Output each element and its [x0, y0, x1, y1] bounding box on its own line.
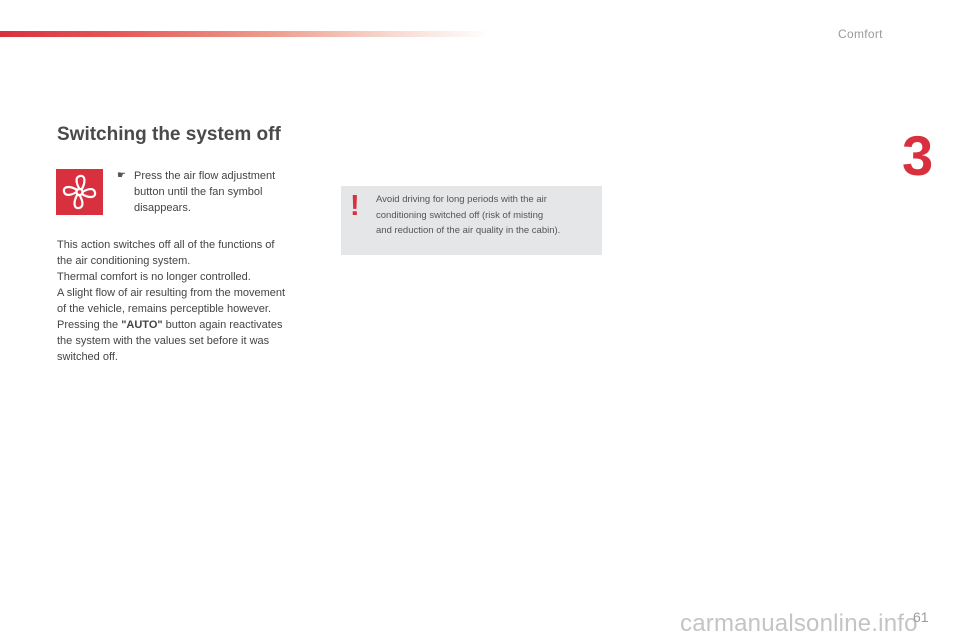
body-line: of the vehicle, remains perceptible however.: [57, 303, 272, 315]
fan-icon: [56, 169, 103, 215]
watermark: carmanualsonline.info: [680, 610, 918, 637]
step-line: button until the fan symbol: [134, 186, 263, 198]
body-line: This action switches off all of the functions of: [57, 239, 275, 251]
body-line: the system with the values set before it was: [57, 335, 270, 347]
body-line: [57, 317, 322, 333]
body-paragraph: [57, 237, 322, 365]
section-label: Comfort: [838, 27, 883, 41]
body-pressing-prefix: Pressing the: [57, 319, 122, 331]
warning-box: [341, 186, 602, 255]
page-title: Switching the system off: [57, 124, 281, 145]
chapter-number: 3: [902, 124, 934, 187]
step-line: disappears.: [134, 202, 191, 214]
body-line: the air conditioning system.: [57, 255, 191, 267]
body-line: Thermal comfort is no longer controlled.: [57, 271, 251, 283]
body-line: switched off.: [57, 351, 118, 363]
auto-keyword: "AUTO": [121, 319, 163, 331]
warning-line: conditioning switched off (risk of misting: [376, 209, 544, 221]
body-line: A slight flow of air resulting from the movement: [57, 287, 286, 299]
body-pressing-suffix: button again reactivates: [162, 319, 283, 331]
step-line: Press the air flow adjustment: [134, 170, 276, 182]
warning-text: [376, 192, 600, 239]
header-accent-bar: [0, 31, 490, 37]
warning-line: Avoid driving for long periods with the air: [376, 194, 547, 205]
step-instruction: [134, 168, 319, 216]
warning-line: and reduction of the air quality in the cabin).: [376, 225, 561, 236]
bullet-pointer-icon: ☛: [117, 170, 126, 181]
exclamation-icon: !: [350, 190, 360, 222]
page-number: 61: [913, 609, 929, 625]
